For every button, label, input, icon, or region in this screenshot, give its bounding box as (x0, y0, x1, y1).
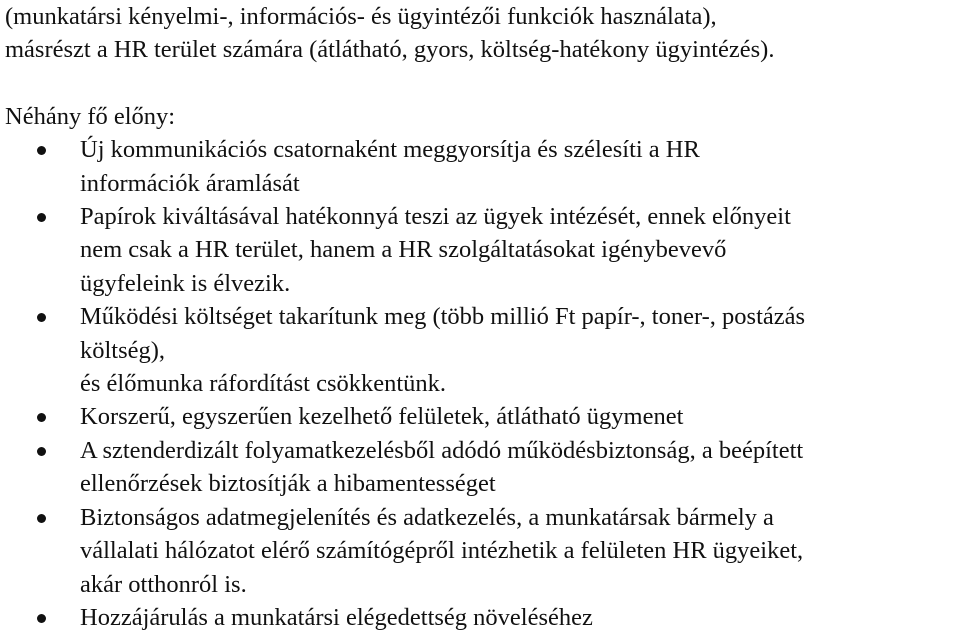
bullet-icon (37, 313, 46, 322)
benefit-line: vállalati hálózatot elérő számítógépről intézhetik a felületen HR ügyeiket, (80, 537, 804, 565)
benefit-line: Működési költséget takarítunk meg (több millió Ft papír-, toner-, postázás (80, 303, 806, 331)
benefit-item (0, 133, 960, 200)
benefit-line: információk áramlását (80, 169, 300, 197)
benefit-line: ügyfeleink is élvezik. (80, 269, 291, 297)
benefit-line: Biztonságos adatmegjelenítés és adatkezelés, a munkatársak bármely a (80, 503, 774, 531)
benefit-item (0, 501, 960, 601)
intro-line: (munkatársi kényelmi-, információs- és ügyintézői funkciók használata), (5, 3, 717, 30)
benefit-line: költség), (80, 336, 166, 364)
benefit-line: és élőmunka ráfordítást csökkentünk. (80, 370, 447, 398)
benefit-line: ellenőrzések biztosítják a hibamentességet (80, 470, 496, 498)
bullet-icon (37, 514, 46, 523)
intro-paragraph (0, 0, 960, 67)
benefit-item (0, 601, 960, 634)
benefit-line: Papírok kiváltásával hatékonnyá teszi az ügyek intézését, ennek előnyeit (80, 203, 791, 231)
bullet-icon (37, 447, 46, 456)
benefit-line: A sztenderdizált folyamatkezelésből adódó működésbiztonság, a beépített (80, 436, 804, 464)
bullet-icon (37, 614, 46, 623)
benefit-line: Hozzájárulás a munkatársi elégedettség növeléséhez (80, 603, 593, 631)
benefit-line: nem csak a HR terület, hanem a HR szolgáltatásokat igénybevevő (80, 236, 727, 264)
bullet-icon (37, 213, 46, 222)
benefit-line: Korszerű, egyszerűen kezelhető felületek, átlátható ügymenet (80, 403, 684, 431)
bullet-icon (37, 413, 46, 422)
benefit-line: Új kommunikációs csatornaként meggyorsítja és szélesíti a HR (80, 136, 700, 164)
intro-line: másrészt a HR terület számára (átlátható, gyors, költség-hatékony ügyintézés). (5, 36, 775, 64)
benefits-list (0, 133, 960, 634)
benefit-item (0, 400, 960, 433)
benefit-item (0, 200, 960, 300)
benefit-item (0, 434, 960, 501)
bullet-icon (37, 146, 46, 155)
benefits-heading: Néhány fő előny: (5, 102, 176, 130)
benefit-item (0, 300, 960, 400)
benefit-line: akár otthonról is. (80, 570, 247, 598)
